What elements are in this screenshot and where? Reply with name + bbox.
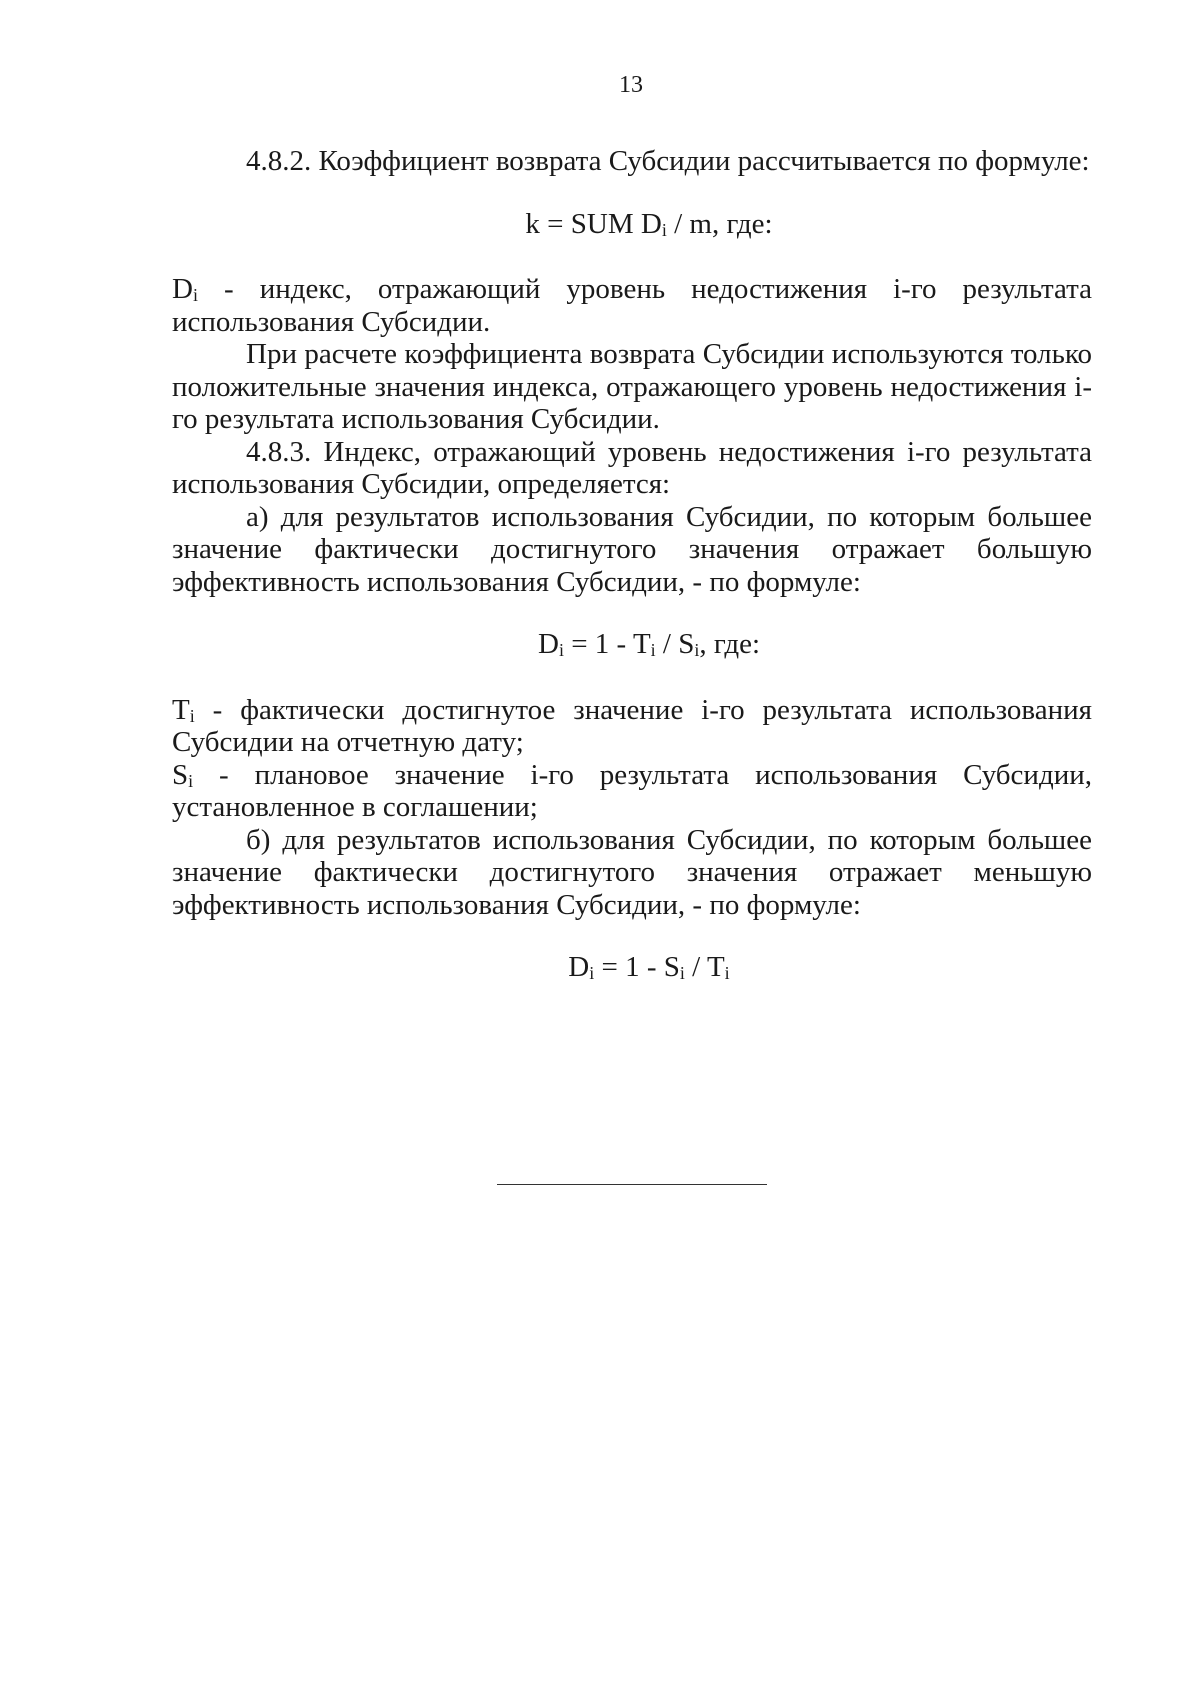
formula-b-slash: / T [684, 951, 725, 983]
definition-d [172, 273, 1092, 338]
definition-s-sub: i [188, 770, 194, 791]
formula-a [172, 628, 1092, 661]
end-divider-line [497, 1184, 767, 1185]
paragraph-positive-values: При расчете коэффициента возврата Субсидии используются только положительные значения индекса, отражающего уровень недостижения i-го результата использования Субсидии. [172, 338, 1092, 435]
definition-s-text: - плановое значение i-го результата использования Субсидии, установленное в соглашении; [172, 758, 1092, 823]
definition-d-sub: i [192, 285, 198, 305]
formula-a-d-sub: i [558, 640, 564, 660]
formula-k-right: / m, где: [666, 207, 773, 240]
definition-t [172, 694, 1092, 759]
formula-b-mid: = 1 - S [594, 951, 680, 983]
paragraph-a: а) для результатов использования Субсидии, по которым большее значение фактически достигнутого значения отражает большую эффективность использования Субсидии, - по формуле: [172, 500, 1092, 598]
paragraph-4-8-3: 4.8.3. Индекс, отражающий уровень недостижения i-го результата использования Субсидии, определяется: [172, 435, 1092, 500]
formula-a-tail: , где: [699, 628, 761, 660]
definition-d-text: - индекс, отражающий уровень недостижения i-го результата использования Субсидии. [172, 273, 1092, 338]
formula-k [172, 208, 1092, 241]
formula-b [172, 951, 1092, 984]
formula-k-left: k = SUM D [525, 207, 662, 240]
formula-a-s-sub: i [694, 640, 700, 660]
formula-k-sub: i [661, 219, 667, 240]
formula-b-t-sub: i [724, 963, 730, 983]
formula-a-d: D [537, 628, 559, 660]
formula-b-d: D [568, 951, 590, 983]
formula-a-mid: = 1 - T [563, 628, 651, 660]
definition-d-symbol: D [172, 273, 193, 305]
definition-s-symbol: S [172, 758, 189, 791]
definition-t-symbol: T [172, 693, 190, 726]
paragraph-4-8-2: 4.8.2. Коэффициент возврата Субсидии рассчитывается по формуле: [246, 145, 1090, 177]
formula-b-s-sub: i [679, 963, 685, 983]
definition-t-sub: i [189, 705, 195, 726]
definition-s [172, 759, 1092, 824]
page-number: 13 [619, 72, 643, 98]
formula-a-slash: / S [655, 628, 695, 660]
definition-t-text: - фактически достигнутое значение i-го результата использования Субсидии на отчетную дату; [172, 693, 1092, 758]
formula-b-d-sub: i [589, 963, 595, 983]
formula-a-t-sub: i [650, 640, 656, 660]
paragraph-b: б) для результатов использования Субсидии, по которым большее значение фактически достигнутого значения отражает меньшую эффективность использования Субсидии, - по формуле: [172, 823, 1092, 921]
document-body [172, 145, 1092, 984]
